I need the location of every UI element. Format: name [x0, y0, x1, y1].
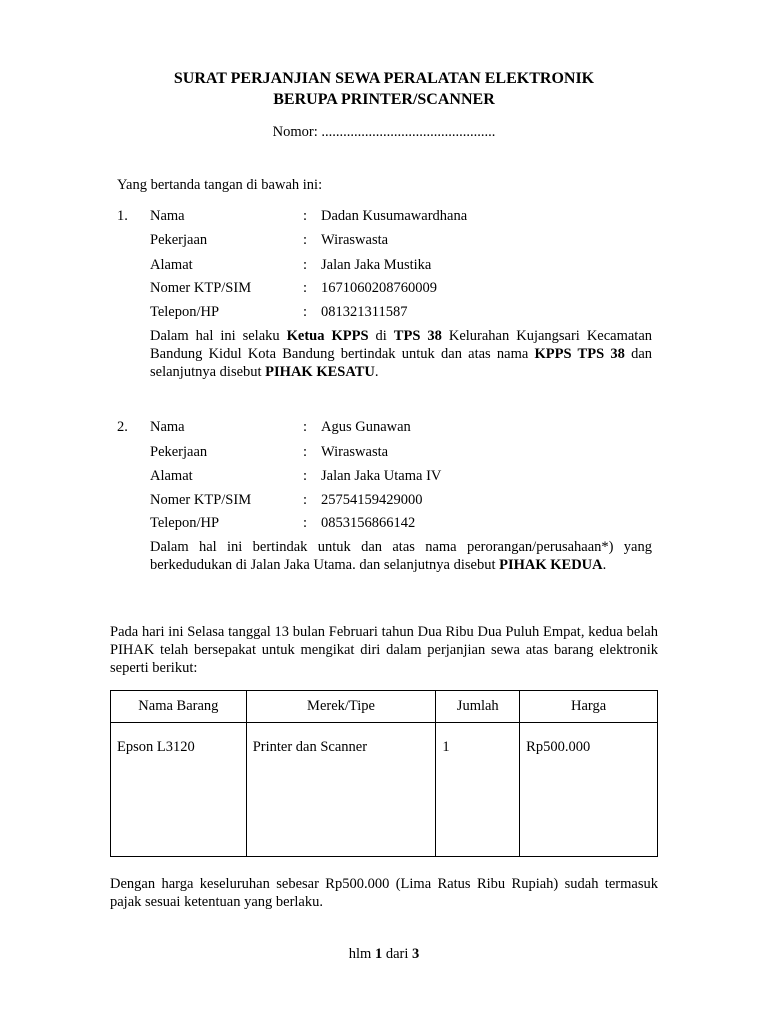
party1-phone-value: 081321311587	[321, 304, 408, 320]
party1-desc-text3: Kelurahan Kujangsari Kecamatan Bandung Kidul Kota Bandung bertindak untuk dan atas nama	[150, 328, 653, 362]
party2-address-colon: :	[303, 468, 308, 484]
party2-description	[150, 538, 652, 574]
party2-id-colon: :	[303, 492, 308, 508]
party1-number: 1.	[117, 208, 128, 224]
party2-number: 2.	[117, 419, 128, 435]
party2-phone-label: Telepon/HP	[150, 515, 220, 531]
party1-alias: PIHAK KESATU	[265, 364, 375, 380]
document-number: Nomor: ................................................	[272, 124, 496, 140]
items-table	[110, 690, 658, 857]
party1-desc-text5: .	[374, 364, 379, 380]
party1-job-colon: :	[303, 232, 308, 248]
party2-desc-text1: Dalam hal ini bertindak untuk dan atas nama perorangan/perusahaan*) yang berkedudukan di Jalan Jaka Utama. dan selanjutnya disebut	[150, 539, 652, 573]
party2-alias: PIHAK KEDUA	[499, 557, 603, 573]
party1-role: Ketua KPPS	[286, 328, 369, 344]
party1-description	[150, 327, 652, 381]
page-footer	[0, 946, 768, 963]
party1-phone-colon: :	[303, 304, 308, 320]
agreement-paragraph: Pada hari ini Selasa tanggal 13 bulan Februari tahun Dua Ribu Dua Puluh Empat, kedua belah PIHAK telah bersepakat untuk mengikat diri dalam perjanjian sewa atas barang elektronik seperti berikut:	[110, 624, 658, 676]
party2-desc-text2: .	[602, 557, 607, 573]
party1-address-label: Alamat	[150, 257, 193, 273]
party1-organization: KPPS TPS 38	[534, 346, 625, 362]
party2-phone-value: 0853156866142	[321, 515, 416, 531]
party1-job-label: Pekerjaan	[150, 232, 208, 248]
document-title-line1: SURAT PERJANJIAN SEWA PERALATAN ELEKTRONIK	[173, 70, 595, 87]
cell-item-name: Epson L3120	[111, 723, 247, 857]
party2-job-value: Wiraswasta	[321, 444, 389, 460]
table-header-row	[111, 691, 658, 723]
party1-address-colon: :	[303, 257, 308, 273]
intro-text: Yang bertanda tangan di bawah ini:	[117, 177, 323, 193]
table-row	[111, 723, 658, 857]
party2-address-value: Jalan Jaka Utama IV	[321, 468, 442, 484]
footer-middle: dari	[382, 946, 412, 962]
footer-page-number: 1	[374, 946, 383, 962]
party1-name-label: Nama	[150, 208, 185, 224]
party2-name-colon: :	[303, 419, 308, 435]
party1-id-value: 1671060208760009	[321, 280, 437, 296]
party2-address-label: Alamat	[150, 468, 193, 484]
party1-phone-label: Telepon/HP	[150, 304, 220, 320]
party2-job-label: Pekerjaan	[150, 444, 208, 460]
party1-tps: TPS 38	[393, 328, 442, 344]
party1-job-value: Wiraswasta	[321, 232, 389, 248]
party1-desc-text1: Dalam hal ini selaku	[150, 328, 287, 344]
party1-address-value: Jalan Jaka Mustika	[321, 257, 432, 273]
party1-desc-text4: dan selanjutnya disebut	[150, 346, 653, 380]
party2-phone-colon: :	[303, 515, 308, 531]
footer-total-pages: 3	[411, 946, 420, 962]
cell-price: Rp500.000	[520, 723, 658, 857]
header-brand-type: Merek/Tipe	[246, 691, 436, 723]
party2-id-value: 25754159429000	[321, 492, 423, 508]
party1-id-colon: :	[303, 280, 308, 296]
cell-quantity: 1	[436, 723, 520, 857]
header-quantity: Jumlah	[436, 691, 520, 723]
party1-name-value: Dadan Kusumawardhana	[321, 208, 468, 224]
header-price: Harga	[520, 691, 658, 723]
party2-name-label: Nama	[150, 419, 185, 435]
party2-name-value: Agus Gunawan	[321, 419, 411, 435]
party1-id-label: Nomer KTP/SIM	[150, 280, 252, 296]
header-item-name: Nama Barang	[111, 691, 247, 723]
party1-name-colon: :	[303, 208, 308, 224]
document-title-line2: BERUPA PRINTER/SCANNER	[273, 91, 495, 108]
party2-id-label: Nomer KTP/SIM	[150, 492, 252, 508]
closing-paragraph: Dengan harga keseluruhan sebesar Rp500.000 (Lima Ratus Ribu Rupiah) sudah termasuk pajak sesuai ketentuan yang berlaku.	[110, 876, 658, 910]
party2-job-colon: :	[303, 444, 308, 460]
footer-prefix: hlm	[348, 946, 375, 962]
party1-desc-text2: di	[368, 328, 394, 344]
cell-brand-type: Printer dan Scanner	[246, 723, 436, 857]
